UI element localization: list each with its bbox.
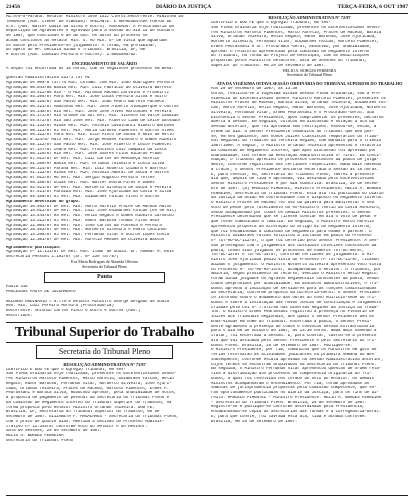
text-line: O Ministro Presidente, por fim, comunicou que os Ministros em gozo de [211,348,377,353]
text-line: pauta, tendo sido julgados os processos de números TST-DC-08/87, [211,248,365,253]
signature-block [6,260,203,270]
list-item: Agravação 92.021/87 SP Rel. Min. Norberto Silveira de Souza e Pereira [6,185,172,190]
text-line: bunal aprovou a indicação de servidores para as funções comissionadas [211,286,377,291]
list-item: Agravação 14.206/87 RJ Rel. Min. Fernando Vilar e Outros Lopes Costa [6,233,169,237]
text-line: a proposta de pagamento do pessoal da Secretaria do Tribunal Pleno e [6,396,169,400]
text-line: trativo nº 12.345/87 conforme voto do Relator e do Revisor. [6,424,148,429]
text-line: nistro José Ajuricaba pediu vista do Processo nº TST-DC-21/87, ficando [211,258,379,262]
text-line: Pedrassani e Barata Silva, RESOLVEU aprovar, pela unanimidade de votos, [6,391,177,396]
text-line: ata que vai assinada pelo Senhor Presidente e pelo Secretário do Tri- [211,338,377,343]
text-line: Silveira, Fernando Vilar, Ermes Pedrassani e o Procurador-Geral. Sua [211,110,374,115]
list-item: Agravação 13.312/87 RJ Rel. Min. Ranor Barbosa Thomaz Filho Reis [6,218,160,223]
list-item: Agravação 94.172/87 Rio Grande do Sul Rel. Min. Vicente do Valle Cândido [6,114,179,119]
text-line: voto de pesar pelo falecimento do ex-Ministro Thélio da Costa Monteiro, [211,205,382,210]
text-line: E, para que conste, foi lavrada esta ata, lida e achada conforme. [211,414,367,419]
list-item: Agravação 9.124/87 Mato Rel. Min. Jorge Mendes Pinheiro e Gomes Ribeiro [6,138,177,142]
text-line: Silva, Orlando Teixeira, Hélio Regato, Ranor Barbosa, José Ajuricaba, [211,35,377,40]
list-item: Agravação 28.403/87 SP Rel. Min. Norberto Silveira e Paulo Coutinho [6,228,167,233]
session-list [6,67,203,200]
text-line: Norberto Silveira, Fernando Vilar, Guimarães Falcão, Marcelo Pimentel, [211,40,379,44]
text-line: ata que, depois de lida e aprovada, vai assinada pelo Excelentíssimo [211,177,374,182]
text-line: forma proposta pelo Relator Ministro Orlando Teixeira. DOU FÉ. [6,405,155,410]
list-item: Questão Administrativa 223-1 TST MI [6,76,90,81]
text-line: Brasília, DF, Secretaria do Tribunal Superior do Trabalho, 05 de [6,410,160,415]
text-line: Ermes Pedrassani e Sr. Procurador-Geral, RESOLVEU, por unanimidade, [211,44,372,49]
text-line: aberta a Sessão. Em seguida, colocou em discussão e votação a ata da [211,120,374,125]
list-item: Agravação 22.004/87 RS Rel. Min. José Carlos da Fonseca e Pereira [6,223,162,228]
list-item: Agravação 87.012/87 MG Rel. Min. Sérgio Augusto Pereira Telles [6,176,155,180]
list-item: Agravação 46.148/87 Rio Rel. Min. José José Alves Marcondes e Pereira [6,109,172,114]
text-line: tratar, foi encerrada a Sessão. E, para constar, lavrou-se a presente [211,334,377,338]
text-line: Pauta 318 [6,285,28,290]
text-line: para o dia 06 de outubro de 1987, às 13:30 horas. Nada mais havendo a [211,329,377,334]
publication-list [6,250,203,260]
intro-block [6,15,203,58]
resolution-block [211,21,408,69]
list-item: Agravação 91.132/87 Minas Rel. Min. Antônio Cavalcanti Ribeiro Barbosa [6,123,174,128]
publication-heading: Agravamento publicação: [6,245,62,250]
ata-block [211,87,408,424]
list-item: Agravação 87.012/87 DF Rel. Min. Luiz Carlos de Mendonça Aurélio [6,157,160,161]
text-line: propostas pelos Ministros Relatores. Sala de Sessões do Tribunal, [211,59,367,63]
signature-line: Secretária do Tribunal Pleno [81,264,128,269]
text-line: Repartição de Agravantes e Agravado para a Sessão do dia 14 de Outubro [6,29,174,34]
text-line: AG.970-5-Paraná. Relator Ministro José Luiz Clerot.Recorrente: MINISTRO DO [6,15,184,19]
list-item: Agravação 91.200/87 Bahia Rel. Min. Orlando Teixeira e Costa Silva [6,161,165,166]
text-line: do Tribunal, na forma do Projeto de Resolução, com as modificações [211,54,370,59]
text-line: Presidente determinou que se fizesse constar em ata o voto de pesar e [211,215,377,220]
text-line: E, para constar, eu, Secretário do Tribunal Pleno, lavrei a presente [211,172,374,177]
text-line: nº TST-RO-DC-112/87, o que foi deferido pelo Senhor Presidente. A Ses- [211,239,379,243]
text-line: res Ministros Marcelo Pimentel, Marco Aurélio, Guimarães Falcão, Hélio [6,377,174,381]
text-line: setembro de 1987. ELIZABETH F. MAGALHÃES - Secretária do Tribunal Pleno, [6,415,179,419]
text-line: bunal e sobre a instalação das novas Juntas de Conciliação e Julgamento [211,300,382,305]
text-line: Excelência o Senhor Presidente, após cumprimentar os presentes, declarou [211,115,384,120]
list-item: Agravação 87.411/87 Paraíba Rel. Min. José Ajuricaba da Costa e Silva [6,190,172,195]
journal-title: DIÁRIO DA JUSTIÇA [156,4,212,10]
text-line: no Processo nº TST-RO-MS-14/87, acompanhando o Relator. O Tribunal, por [211,267,382,272]
text-line: te informou sobre o andamento das obras do novo edifício-sede do Tri- [211,296,377,300]
text-line: cujos termos se encontram arquivados na Secretaria do Tribunal Pleno. [211,362,377,367]
list-item: A Seção foi encerrada as 18 horas, com os seguintes processos em mesa: [6,66,174,71]
issue-date: TERÇA-FEIRA, 6 OUT 1987 [337,4,408,10]
text-line: sendo acompanhado por todos os demais Ministros presentes. O Senhor [211,210,372,215]
list-item: Agravação 96.322/87 Pará Rel. Min. Ézio Pinto de Sousa e Reis de Mello [6,133,174,138]
list-item: Agravação 08.843/86 Bahia Rel. Min. Luiz Fabricio de Oliveira Barreto [6,85,172,90]
text-line: CERTIFICO E DOU FÉ que o Egrégio Tribunal, em ses- [211,21,331,25]
text-line: res Ministros Marcelo Pimentel, Marco Aurélio, Prates de Macedo, Barata [211,30,382,35]
sub-heading: Agravamento devolvido do grupo: [6,199,81,204]
text-line: TRABALHO (Adv. Cleber de Almeida). APELANTE: E REPRESENTADA FORTOS DE [6,19,172,24]
text-line: os autos pelo Presidente-no julgamento. A Turma, em preliminar, [6,43,157,48]
text-line: da Comissão de Regimento Interno do Tribunal Superior do Trabalho, na [6,400,172,405]
left-column [6,15,203,495]
text-line: da Secretaria, conforme proposta da Diretoria-Geral. O Senhor Presiden- [211,291,382,296]
pauta-block [6,285,203,318]
text-line: apresentou proposta de alteração do artigo 61 do Regimento Interno, [211,224,372,229]
text-line: aprovar o relatório apresentado pela Comissão de Regimento Interno [211,49,370,54]
text-line: e outros (Adv. Cândido Pereira e outros). 2.0001985/02. [6,53,138,57]
list-item: Agravação 90.114/87 Paraná Rel. Min. Luiz Roberto Coimbra e Barreto [6,166,167,171]
resolution-heading: RESOLUÇÃO ADMINISTRATIVA Nº 72/87 [268,15,351,20]
text-line: rão oportunamente publicadas no Diário da Justiça, para os fins de di- [211,391,379,395]
signature-line: Secretário do Tribunal Pleno [286,73,333,78]
text-line: Superior do Trabalho. em 29 de setembro de 1987. [211,63,327,68]
list-item: Agravação 12.301/87 SP Rel. Min. Aurélio Mendes de Oliveira Bastos [6,237,165,242]
text-line: Regato, Ranor Barbosa, Fernando Vilar, Norberto Silveira, José Ajuri- [6,381,172,386]
list-item: Agravação 88.120/87 Rio Rel. Min. José Soares Filho Ricardo Prado [6,152,162,157]
text-line: são Plena Ordinária hoje realizada, presentes os Excelentíssimos Senho- [211,25,382,30]
text-line: Ministros acompanharam o entendimento. Por fim, foram aprovadas as [211,381,370,386]
list-item: Agravação 08.128/87 São Paulo Rel. Min. João Pedro Barreto Pacheco [6,100,165,104]
text-line: bunal Pleno. Brasília, 29 de setembro de 1987. Publique-se. [211,343,353,348]
footer-rule [6,495,408,496]
right-column [211,15,408,495]
text-line: Rev. Min. Luiz Pereira Moreira (Procuradoria) [6,304,114,309]
text-line: unanimidade, nos termos da Resolução Administrativa nº 72/87. Em conti- [211,153,382,158]
court-title: Tribunal Superior do Trabalho [6,322,203,343]
text-line: de 1987, que conclusão é de um ano. Os autos do processo se [6,34,148,38]
text-line: são Plena Ordinária hoje realizada, presentes os Excelentíssimos Senho- [6,372,177,377]
closing-block [6,368,203,444]
text-line: súmulas de jurisprudência propostas pela Comissão competente, que se- [211,386,377,391]
text-line: Senhor Ministro Presidente e por mim subscrita. Brasília, 29 de setem- [211,182,379,186]
list-item: Agravação 94.472/87 Rio São José Rel. Min. Alberto Lima de Leite Salvador [6,119,181,123]
signature-line: HELIO A. BORGES FERREIRA [282,68,337,73]
text-line: PROCESSOS PAUTA DE JULGAMENTO [6,290,76,294]
list-item: Agravação 89.100/87 RJ Rel. Min. Guimarães Falcão Filho e Outros [6,195,160,199]
text-line: cão, Marco Aurélio, Hélio Regato, Ranor Barbosa, José Ajuricaba, Norberto [211,106,386,110]
text-line: acham conclusos ao Relator Min. 4. Ao Min. 5º de Vista que aguardam [6,38,167,43]
closing-heading: RESOLUÇÃO ADMINISTRATIVA Nº 73/87 [63,361,146,367]
list-item: Agravação 19.012/87 SP Rel. Min. Luiz José Guimarães Falcão (Rs 40 Mil) [6,209,177,214]
text-line: reito. MARCELO PIMENTEL - Ministro Presidente. HELIO A. BORGES FERREIRA [211,395,382,400]
text-line: que foi encaminhada à Comissão de Regimento para exame e parecer. O [211,229,372,234]
text-line: a tratar, o Senhor Presidente declarou encerrada a Sessão às 18 horas. [211,167,379,172]
text-line: encaminhando-se cópia às Secretarias das Turmas e à Corregedoria-Geral. [211,410,382,414]
text-line: mento, conforme registrado nas certidões respectivas. Nada mais havendo [211,163,382,167]
text-line: subsequente, conforme escala aprovada na Sessão Administrativa anterior, [211,357,384,362]
text-line: adiado o julgamento. O Ministro Norberto Silveira apresentou voto vista [211,262,382,267]
list-item: Agravação 10.412/86 Rio - O Min. Miranda Macêdo Carvalho e Frankirtz [6,90,169,95]
text-line: FERREIRA, Secretário do Tribunal Pleno. Esta ata foi publicada no Diário [211,191,384,196]
list-item: Secretária Pessoal 1.192/87 (Sr. Nº 230 TST/87) [6,255,119,259]
text-line: Recorridos: [6,313,33,318]
text-line: férias retornarão às atividades judicantes na primeira semana do mês [211,353,374,357]
list-item: Agravação 08.121/87 RJ Rel. Min. Maria Cardoso Pimentel e Outros Alves [6,128,174,133]
text-line: bro de 1987. (a) MARCELO PIMENTEL, Ministro Presidente; HELIO A. BORGES [211,186,382,191]
text-line: lho. O Ministro Ermes Pedrassani registrou a presença no Plenário de [211,310,374,315]
signature-line: Eva Maria Rodrigues de Almeida Oliveira [71,259,138,264]
pauta-box: Pauta [44,272,165,283]
text-line: Ministros Prates de Macedo, Barata Silva, Orlando Teixeira, Guimarães Fal- [211,101,389,106]
list-item: Agravação 88.112/87 São Paulo Rel. Min. José Alberto e Leite Pimentel [6,142,172,147]
court-section: Secretaria do Tribunal Pleno [36,345,173,359]
text-line: Aos 29 de setembro de 1987, às 13:30 [211,87,298,91]
text-line: Sala de Sessões, 29 de setembro de 1987. [6,429,102,434]
text-line: tiva à distribuição dos processos de competência originária do Tri- [211,372,372,376]
text-line: HELIO A. BORGES FERREIRA [6,434,64,438]
text-line: sidência do Excelentíssimo Senhor Ministro Marcelo Pimentel, presentes os [211,96,386,101]
text-line: horas, realizou-se a Vigésima Oitava Sessão Plena Ordinária, sob a Pre- [211,91,382,96]
list-item: Agravação 06.221/87 Amazonas Rel. Min. José Alberto Albuquerque e outros [6,104,179,109]
text-line: maioria, negou provimento ao recurso, vencido o Ministro Hélio Regato. [211,272,379,277]
text-line: Em seguida, o Ministro Fernando Vilar apresentou questão de ordem rela- [211,367,382,372]
text-line: Foram ainda julgados os Agravos Regimentais constantes da pauta, sendo [211,277,379,281]
text-line: Secretário do Tribunal Pleno [6,438,74,443]
text-line: dente agradeceu a presença de todos e convocou Sessão Extraordinária [211,324,374,329]
text-line: nal Regional do Trabalho da Terceira Região, com mandato para o triênio [211,139,382,144]
list-item: Agravação 91.132/87 Minas Rel. Min. Antônio Amaral de Souza e Outros [6,171,169,176]
text-line: da Comissão de Regimento Interno, que após discussão foi aprovado por [211,148,377,153]
resolution-signature [211,69,408,79]
page-number: 21456 [6,4,20,10]
list-item: Agravação de 000-0 TST/74 Min. Colomb. com Min. João Rodrigues Pereira [6,81,174,85]
list-item: Agravação 10.402/87 DF Rel. Min. Marco Aurélio Prates de Macedo Matos [6,204,172,209]
text-line: 1987/1990. A seguir, o Ministro Orlando Teixeira apresentou o relatório [211,144,382,148]
list-item: Agravação 97.147/87 Ceará Rel. Min. Francisco Luiz Sampaio da Costa [6,147,167,152]
text-line: boas-vindas em nome do Tribunal. Encerrada a pauta, o Senhor Presi- [211,319,372,324]
text-line: O Ministro Prates de Macedo fez uso da palavra para manifestar o seu [211,201,374,205]
text-line: são prosseguiu com o julgamento dos dissídios coletivos constantes da [211,243,377,248]
text-line: ordem do dia. O Senhor Presidente comunicou ao Tribunal que deu pos- [211,129,374,134]
text-line: S.A. (Adv. Walter Gudin da Silva e outro). ADVOGADO: A Procuradoria da [6,24,174,29]
text-line: CERTIFICO E DOU FÉ que o Egrégio Tribunal, em ses- [6,367,126,372]
list-item: Agravação 98.106/87 Goiás Rel. Min. Walter Rocha Pires e Gomes [6,180,155,185]
text-line: Sessão anterior, que foi aprovada sem restrições. Passou-se, então, à [211,125,377,129]
header-rule [6,13,408,14]
text-line: - Secretário do Tribunal Pleno. Brasília, 29 de setembro de 1987. [211,400,367,405]
text-line: nuação, o Tribunal apreciou os processos constantes da pauta de julga- [211,158,379,163]
text-line: bunal, a qual foi resolvida nos termos do voto do Relator. Os demais [211,376,374,381]
text-line: que fosse comunicado à família. Em seguida, o Ministro Marco Aurélio [211,220,374,224]
text-line: com o prazo de quinze dias. Mantida a decisão do Processo Adminis- [6,419,165,424]
section-heading: ENCERRAMENTO DE SALÁRIO [71,60,138,66]
journal-page [6,4,408,496]
text-line: Juízes dos Tribunais Regionais, aos quais o Senhor Presidente deu as [211,315,374,319]
text-line: todos desprovidos por unanimidade. Em assuntos administrativos, o Tri- [211,281,379,286]
text-line: Brasília, em 29 de setembro de 1987. [211,419,298,424]
text-line: Registre-se e publique-se conforme determinado pela Presidência, [211,405,365,410]
ata-heading: ATA DA VIGÉSIMA OITAVA SESSÃO ORDINÁRIA DO TRIBUNAL SUPERIOR DO TRABALHO [216,81,403,86]
text-line: Ministro Guimarães Falcão solicitou a inclusão em pauta do Processo [211,234,372,239]
text-line: Recorrente: Antônio Carlos Pinto e Outro e Outros (Adv.) [6,309,141,313]
text-line: caba, Orlando Teixeira, Prates de Macedo, Marcelo Pimentel, Ermes P. [6,386,169,391]
text-line: da Justiça da União em conformidade com o disposto no Regimento Interno. [211,196,384,201]
returned-list [6,205,203,243]
text-line: criadas pela Lei nº 7.471/86 nas diversas Regiões da Justiça do Traba- [211,305,379,310]
list-item: Agravação nº 11.111/87 DF Rel. Min. Ilmar de Souza. Dr. Ademar M. Reis [6,250,174,255]
list-item: Agravação 14.444/87 RS Rel. Min. Hélio Regato e Gomes Ribeiro Carvalho [6,214,174,218]
text-line: TST-DC-12/87 e TST-DC-15/87, conforme certidões de julgamento. O Mi- [211,253,374,258]
text-line: RECURSO ORDINÁRIO = 8.775-9 Relator Ministro George Delgado de Souza [6,299,169,304]
text-line: se, em seu gabinete, aos novos Juízes Classistas Temporários do Tribu- [211,134,379,139]
text-line: do apelo do MP. Decidiu ainda o Tribunal. Brasília, DF, em [6,48,146,53]
list-item: Agravação 03.205/87 Pará Rel. Min. José Lucas Pereira Silva e outro [6,95,167,100]
